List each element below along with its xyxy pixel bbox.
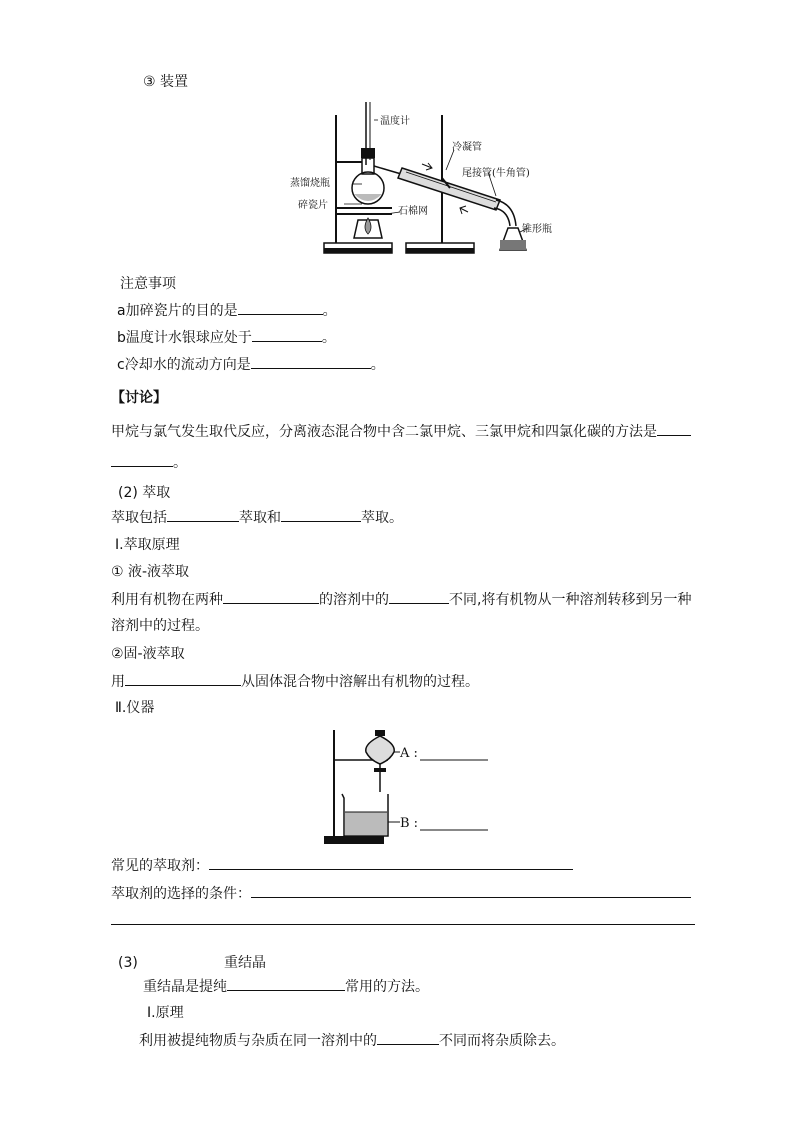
recrystal-title: 重结晶 (224, 955, 266, 971)
extraction-heading: (2) 萃取 (118, 485, 171, 501)
discussion-title: 【讨论】 (111, 390, 167, 406)
label-b: B : (400, 816, 419, 831)
liquid-liquid-text: 利用有机物在两种 的溶剂中的 不同,将有机物从一种溶剂转移到另一种 (111, 589, 691, 610)
selection-conditions: 萃取剂的选择的条件： (111, 883, 691, 904)
sl-blank[interactable] (125, 671, 241, 686)
recrystal-definition: 重结晶是提纯 常用的方法。 (143, 976, 429, 997)
discussion-blank-1[interactable] (657, 421, 691, 436)
extraction-blank-2[interactable] (281, 507, 361, 522)
label-asbestos-gauze: 石棉网 (398, 206, 428, 217)
label-porcelain-chips: 碎瓷片 (298, 200, 328, 211)
distillation-apparatus-figure (282, 100, 554, 262)
label-distilling-flask: 蒸馏烧瓶 (290, 178, 330, 189)
label-thermometer: 温度计 (380, 116, 410, 127)
extraction-includes: 萃取包括 萃取和 萃取。 (111, 507, 403, 528)
discussion-line2: 。 (111, 452, 187, 473)
ll-blank-1[interactable] (223, 589, 319, 604)
recrystal-principle-text: 利用被提纯物质与杂质在同一溶剂中的 不同而将杂质除去。 (139, 1030, 565, 1051)
label-erlenmeyer-flask: 锥形瓶 (522, 224, 552, 235)
recrystal-number: (3) (118, 955, 138, 971)
liquid-liquid-text-2: 溶剂中的过程。 (111, 618, 209, 634)
extraction-blank-1[interactable] (167, 507, 239, 522)
extraction-principle: Ⅰ.萃取原理 (115, 537, 180, 553)
recrystal-blank-1[interactable] (227, 976, 345, 991)
note-a: a加碎瓷片的目的是 。 (117, 300, 337, 321)
discussion-blank-2[interactable] (111, 452, 173, 467)
selection-blank-2[interactable] (111, 910, 695, 925)
common-agents: 常见的萃取剂： (111, 855, 573, 876)
recrystal-blank-2[interactable] (377, 1030, 439, 1045)
note-a-blank[interactable] (238, 300, 323, 315)
section-item-apparatus: ③ 装置 (143, 74, 189, 90)
liquid-liquid-title: ① 液-液萃取 (111, 564, 190, 580)
note-c: c冷却水的流动方向是 。 (117, 354, 385, 375)
note-c-blank[interactable] (251, 354, 371, 369)
notes-title: 注意事项 (120, 276, 176, 292)
common-agents-blank[interactable] (209, 855, 573, 870)
label-adapter: 尾接管(牛角管) (462, 168, 530, 179)
solid-liquid-title: ②固-液萃取 (111, 646, 185, 662)
recrystal-principle: Ⅰ.原理 (147, 1005, 184, 1021)
label-condenser: 冷凝管 (452, 142, 482, 153)
discussion-question: 甲烷与氯气发生取代反应，分离液态混合物中含二氯甲烷、三氯甲烷和四氯化碳的方法是 (111, 421, 691, 442)
separatory-funnel-figure (320, 728, 500, 848)
instrument-heading: Ⅱ.仪器 (115, 700, 155, 716)
note-b-blank[interactable] (252, 327, 322, 342)
note-b: b温度计水银球应处于 。 (117, 327, 336, 348)
solid-liquid-text: 用 从固体混合物中溶解出有机物的过程。 (111, 671, 479, 692)
ll-blank-2[interactable] (389, 589, 449, 604)
label-a: A : (400, 746, 418, 761)
selection-blank-1[interactable] (251, 883, 691, 898)
